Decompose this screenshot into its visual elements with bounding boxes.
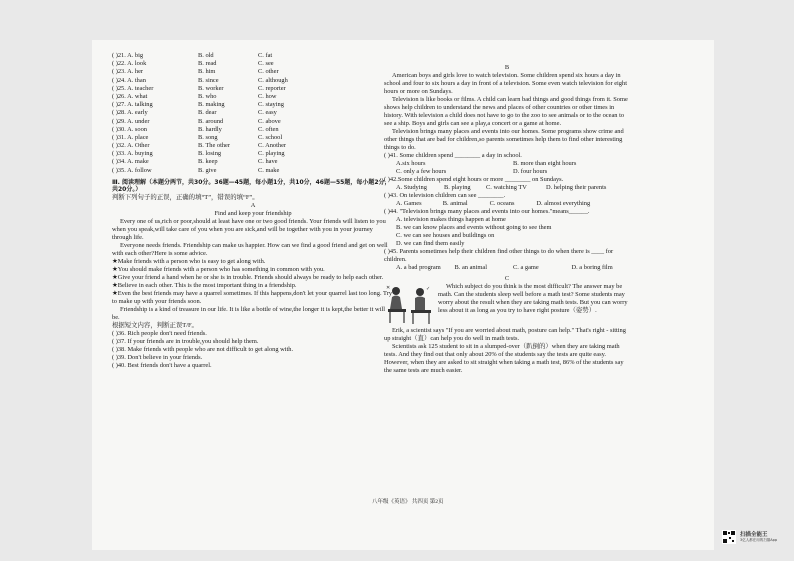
advice-item: ★Even the best friends may have a quarrel sometimes. If this happens,don't let your quarrel last too long. Try to make up with your friends soon. — [112, 289, 393, 305]
option: A. Studying — [396, 184, 427, 191]
mc-option-c: C. Another — [258, 142, 287, 150]
tf-question: ( )39. Don't believe in your friends. — [112, 353, 203, 361]
tf-question: ( )40. Best friends don't have a quarrel. — [112, 361, 212, 369]
mc-option-b: B. song — [198, 133, 218, 141]
mc-option-c: C. often — [258, 125, 279, 133]
mc-option-b: B. keep — [198, 158, 218, 166]
mc-option-c: C. easy — [258, 109, 277, 117]
option: C. oceans — [489, 200, 515, 207]
mc-option-c: C. although — [258, 76, 288, 84]
option: A. television makes things happen at home — [396, 216, 506, 223]
question-44-options — [384, 216, 630, 248]
option: B. more than eight hours — [513, 160, 577, 167]
option: A.six hours — [396, 160, 426, 167]
mc-question-option-a: ( )32. A. Other — [112, 142, 150, 150]
mc-option-c: C. see — [258, 60, 274, 68]
mc-question-option-a: ( )25. A. teacher — [112, 84, 154, 92]
advice-item: ★Give your friend a hand when he or she is in trouble. Friends should always be ready to help each other. — [112, 273, 384, 281]
mc-option-c: C. how — [258, 92, 277, 100]
mc-option-b: B. around — [198, 117, 224, 125]
option: C. we can see houses and buildings on — [396, 232, 495, 239]
passage-a-paragraph: Friendship is a kind of treasure in our life. It is like a bottle of wine,the longer it is kept,the better it will be. — [112, 305, 385, 321]
mc-question-option-a: ( )22. A. look — [112, 60, 147, 68]
mc-option-c: C. above — [258, 117, 281, 125]
right-column — [384, 64, 630, 375]
tf-question: ( )37. If your friends are in trouble,you should help them. — [112, 337, 259, 345]
question-44: ( )44. "Television brings many places and events into our homes."means______. — [384, 208, 590, 215]
tf-question: ( )36. Rich people don't need friends. — [112, 329, 207, 337]
option: D. we can find them easily — [396, 240, 465, 247]
mc-question-option-a: ( )23. A. her — [112, 68, 144, 76]
option: B. an animal — [454, 264, 487, 271]
mc-question-option-a: ( )35. A. follow — [112, 166, 152, 174]
question-42: ( )42.Some children spend eight hours or more ________ on Sundays. — [384, 176, 564, 183]
option: D. almost everything — [536, 200, 591, 207]
advice-item: ★Believe in each other. This is the most important thing in a friendship. — [112, 281, 297, 289]
option: A. Games — [396, 200, 422, 207]
mc-option-b: B. since — [198, 76, 219, 84]
mc-question-option-a: ( )26. A. what — [112, 92, 148, 100]
svg-text:✕: ✕ — [386, 286, 391, 291]
mc-option-b: B. who — [198, 92, 217, 100]
passage-b-label: B — [504, 64, 510, 71]
tf-instructions: 根据短文内容，判断正误T/F。 — [112, 321, 198, 329]
mc-option-b: B. losing — [198, 150, 222, 158]
question-45-options — [384, 264, 630, 272]
question-41-options — [384, 160, 630, 176]
mc-question-option-a: ( )33. A. buying — [112, 150, 153, 158]
question-43: ( )43. On television children can see ________. — [384, 192, 506, 199]
passage-b-paragraph: Television brings many places and events into our homes. Some programs show crime and other things that are bad for children,so parents sometimes help them to find other interesting things to do. — [384, 128, 624, 151]
option: C. a game — [513, 264, 539, 271]
multiple-choice-list — [112, 52, 394, 175]
mc-question-option-a: ( )24. A. than — [112, 76, 146, 84]
question-42-options — [384, 184, 630, 192]
advice-item: ★You should make friends with a person who has something in common with you. — [112, 265, 325, 273]
mc-option-b: B. dear — [198, 109, 217, 117]
option: D. a boring film — [571, 264, 613, 271]
mc-option-c: C. staying — [258, 101, 284, 109]
option: C. only a few hours — [396, 168, 447, 175]
qr-code-icon — [722, 530, 734, 542]
left-column — [112, 52, 394, 370]
passage-a-paragraph: Everyone needs friends. Friendship can make us happier. How can we find a good friend and get on well with each other?Here is some advice. — [112, 241, 388, 257]
question-43-options — [384, 200, 630, 208]
option: B. we can know places and events without going to see them — [396, 224, 552, 231]
mc-option-b: B. hardly — [198, 125, 222, 133]
advice-item: ★Make friends with a person who is easy to get along with. — [112, 257, 266, 265]
mc-question-option-a: ( )31. A. place — [112, 133, 149, 141]
section3-instructions: 判断下列句子的正误，正确的填“T”，错误的填“F”。 — [112, 193, 259, 201]
mc-option-b: B. give — [198, 166, 217, 174]
passage-c-label: C — [504, 275, 510, 282]
mc-option-c: C. reporter — [258, 84, 286, 92]
page-footer: 八年级《英语》 共四页 第2页 — [372, 499, 444, 505]
passage-c-paragraph: Scientists ask 125 student to sit in a slumped-over（趴倒的）when they are taking math tests. And they find out that only about 20% of the students say the tests are quite easy. However, when they are asked to sit straight when taking a math test, 86% of the students say the same tests are much easier. — [384, 343, 624, 374]
mc-option-b: B. The other — [198, 142, 231, 150]
mc-option-c: C. school — [258, 133, 283, 141]
svg-text:✓: ✓ — [426, 287, 431, 292]
mc-option-c: C. playing — [258, 150, 285, 158]
passage-a-title: Find and keep your friendship — [214, 209, 292, 217]
mc-option-c: C. other — [258, 68, 279, 76]
passage-c-paragraph: Erik, a scientist says "If you are worried about math, posture can help." That's right - sitting up straight（直）can help you do well in math tests. — [384, 327, 626, 342]
passage-a-paragraph: Every one of us,rich or poor,should at least have one or two good friends. Your friends will listen to you when you speak,will take care of you when you are sick,and will be together with you in your journey through life. — [112, 217, 386, 241]
question-45: ( )45. Parents sometimes help their children find other things to do when there is ____ for children. — [384, 248, 614, 263]
passage-b-paragraph: Television is like books or films. A child can learn bad things and good things from it. Some shows help children to understand the news and places of other countries or other times in history. With television a child does not have to go to the zoo to see animals or to the ocean to see a ship. Boys and girls can see a play,a concert or a game at home. — [384, 96, 628, 127]
passage-a-label: A — [250, 201, 256, 209]
mc-question-option-a: ( )21. A. big — [112, 52, 144, 59]
section3-title: Ⅲ. 阅读理解（本题分两节，共30分。36题—45题，每小题1分，共10分，46题—55题，每小题2分，共20分。） — [112, 178, 391, 194]
mc-option-b: B. worker — [198, 84, 224, 92]
mc-option-c: C. make — [258, 166, 280, 174]
scanner-brand-name: 扫描全能王 — [740, 532, 768, 538]
option: B. playing — [444, 184, 471, 191]
option: A. a bad program — [396, 264, 441, 271]
mc-option-b: B. read — [198, 60, 217, 68]
mc-option-b: B. him — [198, 68, 216, 76]
mc-option-b: B. making — [198, 101, 225, 109]
mc-option-c: C. have — [258, 158, 278, 166]
passage-b-paragraph: American boys and girls love to watch television. Some children spend six hours a day in school and four to six hours a day in front of a television. Some even watch television for eight hours or more on Sundays. — [384, 72, 627, 95]
illustration-students — [384, 283, 434, 327]
option: B. animal — [442, 200, 468, 207]
scanner-brand-tagline: 3亿人都在用的扫描App — [740, 538, 778, 542]
scanner-watermark — [740, 530, 777, 543]
tf-question: ( )38. Make friends with people who are not difficult to get along with. — [112, 345, 294, 353]
option: C. watching TV — [486, 184, 527, 191]
mc-question-option-a: ( )30. A. soon — [112, 125, 147, 133]
mc-option-c: C. fat — [258, 52, 273, 59]
mc-question-option-a: ( )34. A. make — [112, 158, 149, 166]
mc-question-option-a: ( )28. A. early — [112, 109, 148, 117]
option: D. helping their parents — [546, 184, 607, 191]
mc-option-b: B. old — [198, 52, 214, 59]
option: D. four hours — [513, 168, 548, 175]
mc-question-option-a: ( )29. A. under — [112, 117, 150, 125]
question-41: ( )41. Some children spend ________ a day in school. — [384, 152, 522, 159]
mc-question-option-a: ( )27. A. talking — [112, 101, 153, 109]
passage-c-paragraph: Which subject do you think is the most difficult? The answer may be math. Can the students sleep well before a math test? Some students may worry about the result when they are taking math tests. But you can worry less about it as long as you try to have right posture（姿势）. — [438, 283, 628, 314]
